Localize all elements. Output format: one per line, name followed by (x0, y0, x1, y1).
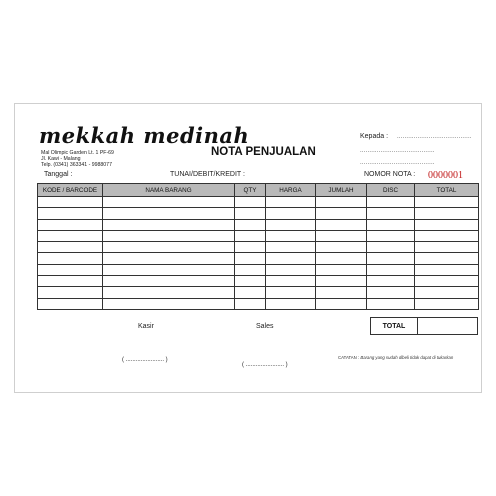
table-cell[interactable] (415, 242, 479, 253)
table-cell[interactable] (415, 208, 479, 219)
column-header-qty: QTY (235, 184, 266, 197)
column-header-jumlah: JUMLAH (316, 184, 367, 197)
table-cell[interactable] (38, 253, 103, 264)
table-cell[interactable] (266, 208, 316, 219)
table-row (38, 197, 479, 208)
table-cell[interactable] (38, 298, 103, 309)
table-cell[interactable] (367, 276, 415, 287)
table-row (38, 230, 479, 241)
nomor-nota-value: 0000001 (428, 170, 463, 181)
sales-signature-line[interactable]: ( ....................... ) (242, 362, 288, 368)
catatan-label: CATATAN : (338, 355, 360, 360)
table-cell[interactable] (235, 219, 266, 230)
table-cell[interactable] (367, 230, 415, 241)
table-cell[interactable] (415, 276, 479, 287)
table-cell[interactable] (367, 242, 415, 253)
table-cell[interactable] (367, 264, 415, 275)
table-row (38, 287, 479, 298)
kepada-line-1[interactable]: ........................................ (397, 134, 472, 140)
table-cell[interactable] (266, 253, 316, 264)
table-cell[interactable] (367, 208, 415, 219)
column-header-harga: HARGA (266, 184, 316, 197)
table-cell[interactable] (235, 242, 266, 253)
table-cell[interactable] (266, 298, 316, 309)
table-cell[interactable] (103, 264, 235, 275)
table-cell[interactable] (266, 276, 316, 287)
table-cell[interactable] (415, 253, 479, 264)
items-table (37, 183, 479, 310)
table-cell[interactable] (367, 219, 415, 230)
table-cell[interactable] (235, 276, 266, 287)
total-value-cell[interactable] (418, 318, 477, 334)
table-cell[interactable] (103, 287, 235, 298)
table-cell[interactable] (103, 253, 235, 264)
table-cell[interactable] (415, 197, 479, 208)
total-label: TOTAL (371, 318, 418, 334)
table-row (38, 298, 479, 309)
table-cell[interactable] (415, 298, 479, 309)
table-cell[interactable] (235, 208, 266, 219)
table-cell[interactable] (103, 208, 235, 219)
nomor-nota-label: NOMOR NOTA : (364, 171, 416, 178)
column-header-nama-barang: NAMA BARANG (103, 184, 235, 197)
table-header-row (38, 184, 479, 197)
table-cell[interactable] (38, 219, 103, 230)
table-cell[interactable] (415, 287, 479, 298)
kepada-line-3[interactable]: ........................................ (360, 160, 435, 166)
table-cell[interactable] (235, 230, 266, 241)
table-row (38, 208, 479, 219)
table-cell[interactable] (266, 197, 316, 208)
table-row (38, 253, 479, 264)
table-cell[interactable] (235, 298, 266, 309)
kepada-line-2[interactable]: ........................................ (360, 148, 435, 154)
company-address-line-2: Jl. Kawi - Malang (41, 156, 81, 162)
document-title: NOTA PENJUALAN (211, 146, 316, 158)
table-cell[interactable] (316, 197, 367, 208)
kepada-label: Kepada : (360, 133, 389, 140)
column-header-disc: DISC (367, 184, 415, 197)
table-cell[interactable] (103, 230, 235, 241)
table-cell[interactable] (38, 287, 103, 298)
table-cell[interactable] (103, 298, 235, 309)
tanggal-label: Tanggal : (44, 171, 73, 178)
table-cell[interactable] (38, 264, 103, 275)
table-row (38, 276, 479, 287)
table-cell[interactable] (266, 230, 316, 241)
table-cell[interactable] (316, 219, 367, 230)
table-cell[interactable] (316, 242, 367, 253)
table-cell[interactable] (103, 242, 235, 253)
table-cell[interactable] (316, 276, 367, 287)
table-cell[interactable] (38, 197, 103, 208)
table-cell[interactable] (316, 208, 367, 219)
catatan-note (338, 355, 453, 360)
table-cell[interactable] (103, 197, 235, 208)
table-cell[interactable] (316, 287, 367, 298)
table-cell[interactable] (235, 264, 266, 275)
catatan-text: Barang yang sudah dibeli tidak dapat di tukarkan (360, 355, 454, 360)
sales-label: Sales (256, 323, 274, 330)
table-cell[interactable] (316, 298, 367, 309)
table-cell[interactable] (367, 298, 415, 309)
table-row (38, 242, 479, 253)
table-cell[interactable] (367, 253, 415, 264)
total-box (370, 317, 478, 335)
table-cell[interactable] (415, 230, 479, 241)
table-cell[interactable] (266, 242, 316, 253)
kasir-label: Kasir (138, 323, 154, 330)
table-cell[interactable] (266, 287, 316, 298)
kasir-signature-line[interactable]: ( ....................... ) (122, 357, 168, 363)
table-cell[interactable] (103, 276, 235, 287)
table-cell[interactable] (415, 264, 479, 275)
table-cell[interactable] (235, 287, 266, 298)
table-cell[interactable] (38, 208, 103, 219)
table-cell[interactable] (266, 219, 316, 230)
column-header-kode: KODE / BARCODE (38, 184, 103, 197)
table-cell[interactable] (103, 219, 235, 230)
table-cell[interactable] (316, 230, 367, 241)
column-header-total: TOTAL (415, 184, 479, 197)
table-cell[interactable] (266, 264, 316, 275)
table-cell[interactable] (415, 219, 479, 230)
table-row (38, 264, 479, 275)
table-cell[interactable] (316, 264, 367, 275)
table-cell[interactable] (367, 287, 415, 298)
payment-method-label: TUNAI/DEBIT/KREDIT : (170, 171, 245, 178)
table-cell[interactable] (235, 197, 266, 208)
company-logo: mekkah medinah (39, 123, 250, 148)
table-cell[interactable] (235, 253, 266, 264)
table-cell[interactable] (316, 253, 367, 264)
table-cell[interactable] (38, 242, 103, 253)
table-row (38, 219, 479, 230)
invoice-form (14, 103, 482, 393)
table-cell[interactable] (38, 230, 103, 241)
company-phone: Telp. (0341) 363341 - 9988077 (41, 162, 112, 168)
company-address-line-1: Mal Olimpic Garden Lt. 1 PF-69 (41, 150, 114, 156)
table-cell[interactable] (38, 276, 103, 287)
table-cell[interactable] (367, 197, 415, 208)
